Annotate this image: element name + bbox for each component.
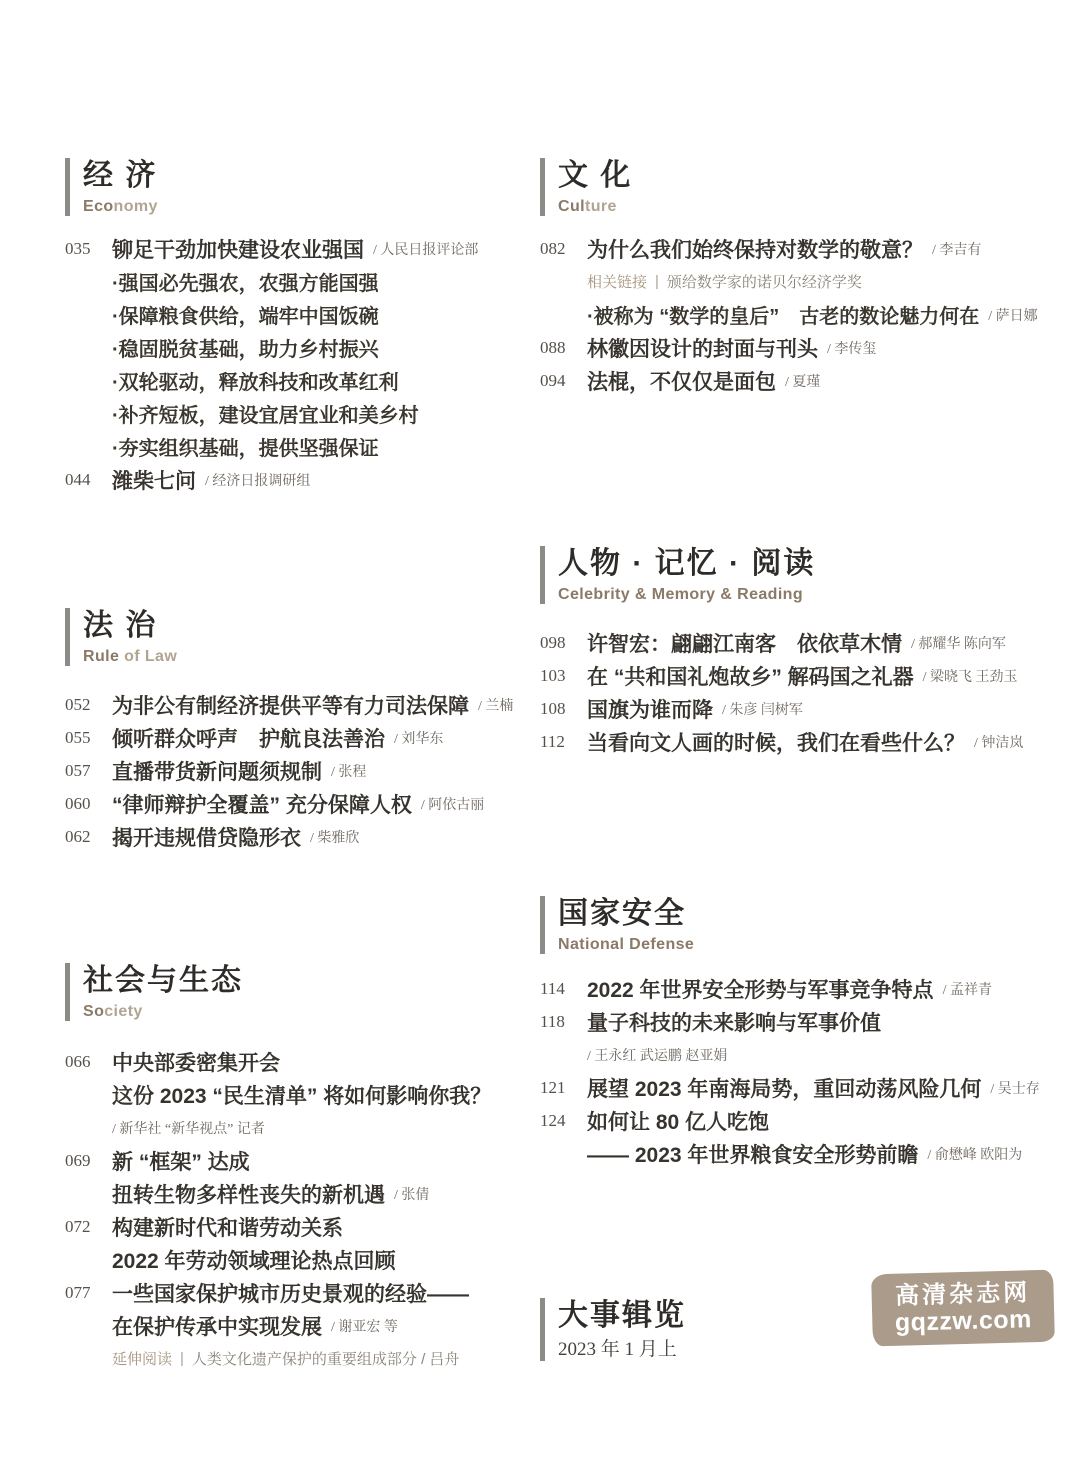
toc-entry <box>540 725 1040 758</box>
article-author: / 夏瑾 <box>785 374 821 390</box>
toc-entry <box>65 463 525 496</box>
subitem-text: ·双轮驱动，释放科技和改革红利 <box>112 372 399 394</box>
article-title-line2: 扭转生物多样性丧失的新机遇 <box>112 1183 385 1207</box>
section-culture <box>540 158 1040 397</box>
toc-entry <box>540 659 1040 692</box>
section-title-zh: 国家安全 <box>558 897 686 930</box>
article-author: / 朱彦 闫树军 <box>722 702 803 718</box>
page-number: 057 <box>65 760 91 780</box>
section-title-en: Society <box>83 1003 143 1020</box>
toc-entry-continuation <box>540 1137 1040 1170</box>
article-title: 在 “共和国礼炮故乡” 解码国之礼器 <box>587 665 914 689</box>
section-rule-of-law <box>65 608 525 853</box>
article-title: 直播带货新问题须规制 <box>112 760 322 784</box>
watermark-site-url: gqzzw.com <box>894 1305 1033 1337</box>
toc-entry <box>65 721 525 754</box>
article-author: / 刘华东 <box>394 731 444 747</box>
article-author: / 孟祥青 <box>942 982 992 998</box>
page-number: 066 <box>65 1051 91 1071</box>
section-title-zh: 大事辑览 <box>558 1299 686 1332</box>
section-title-en: Celebrity & Memory & Reading <box>558 586 804 603</box>
toc-entry <box>65 688 525 721</box>
toc-rows <box>540 232 1040 397</box>
page-number: 103 <box>540 665 566 685</box>
article-title: 揭开违规借贷隐形衣 <box>112 826 301 850</box>
article-title-line2: 在保护传承中实现发展 <box>112 1315 322 1339</box>
article-author: / 柴雅欣 <box>310 830 360 846</box>
article-author: / 张程 <box>331 764 367 780</box>
page-number: 082 <box>540 238 566 258</box>
article-author: / 王永红 武运鹏 赵亚娟 <box>587 1048 728 1064</box>
article-author: / 俞懋峰 欧阳为 <box>927 1147 1023 1163</box>
section-celebrity-memory-reading <box>540 546 1040 758</box>
article-title-line2: 这份 2023 “民生清单” 将如何影响你我？ <box>112 1084 492 1108</box>
page-number: 055 <box>65 727 91 747</box>
section-header-culture <box>540 158 1040 216</box>
toc-entry <box>540 972 1040 1005</box>
article-title: 国旗为谁而降 <box>587 698 713 722</box>
toc-subitem <box>65 364 525 397</box>
article-author: / 张倩 <box>394 1187 430 1203</box>
toc-entry <box>540 1104 1040 1137</box>
page-number: 052 <box>65 694 91 714</box>
note-label: 延伸阅读 <box>112 1351 173 1368</box>
article-title-line2: 2022 年劳动领域理论热点回顾 <box>112 1249 396 1273</box>
article-author: / 萨日娜 <box>988 308 1038 324</box>
section-major-events <box>540 1298 840 1361</box>
toc-authors-line <box>65 1111 525 1144</box>
toc-authors-line <box>540 1038 1040 1071</box>
toc-entry <box>540 331 1040 364</box>
article-title: 潍柴七问 <box>112 469 196 493</box>
page-number: 044 <box>65 469 91 489</box>
note-text: 颁给数学家的诺贝尔经济学奖 <box>666 274 862 291</box>
article-author: / 人民日报评论部 <box>373 242 479 258</box>
toc-subitem <box>65 397 525 430</box>
article-title: 如何让 80 亿人吃饱 <box>587 1110 770 1134</box>
toc-entry <box>65 1144 525 1177</box>
article-author: / 兰楠 <box>478 698 514 714</box>
section-national-defense <box>540 896 1040 1170</box>
toc-entry <box>540 1071 1040 1104</box>
toc-rows <box>65 1045 525 1375</box>
subitem-text: ·被称为 “数学的皇后” 古老的数论魅力何在 <box>587 306 980 328</box>
article-title: 铆足干劲加快建设农业强国 <box>112 238 364 262</box>
article-author: / 李吉有 <box>932 242 982 258</box>
toc-entry <box>65 754 525 787</box>
toc-subitem <box>65 430 525 463</box>
toc-entry-continuation <box>65 1078 525 1111</box>
toc-entry-continuation <box>65 1243 525 1276</box>
toc-entry <box>65 1276 525 1309</box>
note-label: 相关链接 <box>587 274 648 291</box>
toc-entry-continuation <box>65 1177 525 1210</box>
toc-entry <box>540 626 1040 659</box>
note-divider: | <box>655 273 659 290</box>
article-author: / 新华社 “新华视点” 记者 <box>112 1121 265 1137</box>
toc-note <box>540 265 1040 298</box>
toc-subitem <box>65 331 525 364</box>
watermark-stamp <box>871 1270 1055 1347</box>
article-title: 法棍，不仅仅是面包 <box>587 370 776 394</box>
page-number: 060 <box>65 793 91 813</box>
article-title: 中央部委密集开会 <box>112 1051 280 1075</box>
section-title-zh: 经 济 <box>83 159 158 192</box>
page-number: 072 <box>65 1216 91 1236</box>
section-title-en: National Defense <box>558 936 695 953</box>
article-title: 构建新时代和谐劳动关系 <box>112 1216 343 1240</box>
toc-entry-continuation <box>65 1309 525 1342</box>
section-title-zh: 法 治 <box>83 609 158 642</box>
article-author: / 经济日报调研组 <box>205 473 311 489</box>
subitem-text: ·强国必先强农，农强方能国强 <box>112 273 379 295</box>
section-header-events <box>540 1298 840 1361</box>
toc-rows <box>65 688 525 853</box>
subitem-text: ·夯实组织基础，提供坚强保证 <box>112 438 379 460</box>
article-title: 倾听群众呼声 护航良法善治 <box>112 727 385 751</box>
section-society <box>65 963 525 1375</box>
article-author: / 阿依古丽 <box>420 797 485 813</box>
article-author: / 钟洁岚 <box>974 735 1024 751</box>
article-author: / 吴士存 <box>990 1081 1040 1097</box>
section-header-rule-of-law <box>65 608 525 666</box>
page-number: 118 <box>540 1011 565 1031</box>
toc-entry <box>65 1210 525 1243</box>
toc-note <box>65 1342 525 1375</box>
article-author: / 谢亚宏 等 <box>331 1319 398 1335</box>
article-title: 量子科技的未来影响与军事价值 <box>587 1011 881 1035</box>
note-divider: | <box>180 1350 184 1367</box>
watermark-site-name: 高清杂志网 <box>894 1279 1031 1310</box>
article-author: / 梁晓飞 王劲玉 <box>922 669 1018 685</box>
article-title: 为非公有制经济提供平等有力司法保障 <box>112 694 469 718</box>
page-number: 094 <box>540 370 566 390</box>
page-number: 077 <box>65 1282 91 1302</box>
article-title: 展望 2023 年南海局势，重回动荡风险几何 <box>587 1077 982 1101</box>
article-title: 新 “框架” 达成 <box>112 1150 250 1174</box>
toc-entry <box>65 232 525 265</box>
section-title-en: Rule of Law <box>83 648 178 665</box>
toc-rows <box>65 232 525 496</box>
page-number: 121 <box>540 1077 566 1097</box>
page-number: 124 <box>540 1110 566 1130</box>
toc-entry <box>540 232 1040 265</box>
toc-subitem <box>65 265 525 298</box>
section-title-zh: 人物 · 记忆 · 阅读 <box>558 547 816 580</box>
subitem-text: ·补齐短板，建设宜居宜业和美乡村 <box>112 405 419 427</box>
page-number: 098 <box>540 632 566 652</box>
page-number: 114 <box>540 978 565 998</box>
article-title: “律师辩护全覆盖” 充分保障人权 <box>112 793 412 817</box>
toc-entry <box>540 364 1040 397</box>
section-header-society <box>65 963 525 1021</box>
toc-subitem <box>540 298 1040 331</box>
note-text: 人类文化遗产保护的重要组成部分 / 吕舟 <box>191 1351 460 1368</box>
section-header-defense <box>540 896 1040 954</box>
page-number: 035 <box>65 238 91 258</box>
section-economy <box>65 158 525 496</box>
section-title-en: Culture <box>558 198 617 215</box>
article-title: 许智宏：翩翩江南客 依依草木情 <box>587 632 902 656</box>
section-header-celebrity <box>540 546 1040 604</box>
page-number: 088 <box>540 337 566 357</box>
toc-entry <box>65 787 525 820</box>
toc-entry <box>540 692 1040 725</box>
article-title: 林徽因设计的封面与刊头 <box>587 337 818 361</box>
section-title-zh: 文 化 <box>558 159 633 192</box>
subitem-text: ·保障粮食供给，端牢中国饭碗 <box>112 306 379 328</box>
article-author: / 李传玺 <box>827 341 877 357</box>
article-title: 为什么我们始终保持对数学的敬意？ <box>587 238 923 262</box>
page-number: 112 <box>540 731 565 751</box>
toc-entry <box>65 820 525 853</box>
page-number: 069 <box>65 1150 91 1170</box>
article-author: / 郝耀华 陈向军 <box>911 636 1006 652</box>
article-title: 2022 年世界安全形势与军事竞争特点 <box>587 978 934 1002</box>
toc-entry <box>540 1005 1040 1038</box>
subitem-text: ·稳固脱贫基础，助力乡村振兴 <box>112 339 379 361</box>
section-header-economy <box>65 158 525 216</box>
article-title: 当看向文人画的时候，我们在看些什么？ <box>587 731 965 755</box>
article-title-line2: —— 2023 年世界粮食安全形势前瞻 <box>587 1143 919 1167</box>
toc-subitem <box>65 298 525 331</box>
article-title: 一些国家保护城市历史景观的经验—— <box>112 1282 469 1306</box>
page-number: 108 <box>540 698 566 718</box>
section-date: 2023 年 1 月上 <box>558 1339 677 1360</box>
section-title-zh: 社会与生态 <box>83 964 243 997</box>
section-title-en: Economy <box>83 198 158 215</box>
toc-rows <box>540 972 1040 1170</box>
toc-entry <box>65 1045 525 1078</box>
toc-rows <box>540 626 1040 758</box>
page-number: 062 <box>65 826 91 846</box>
